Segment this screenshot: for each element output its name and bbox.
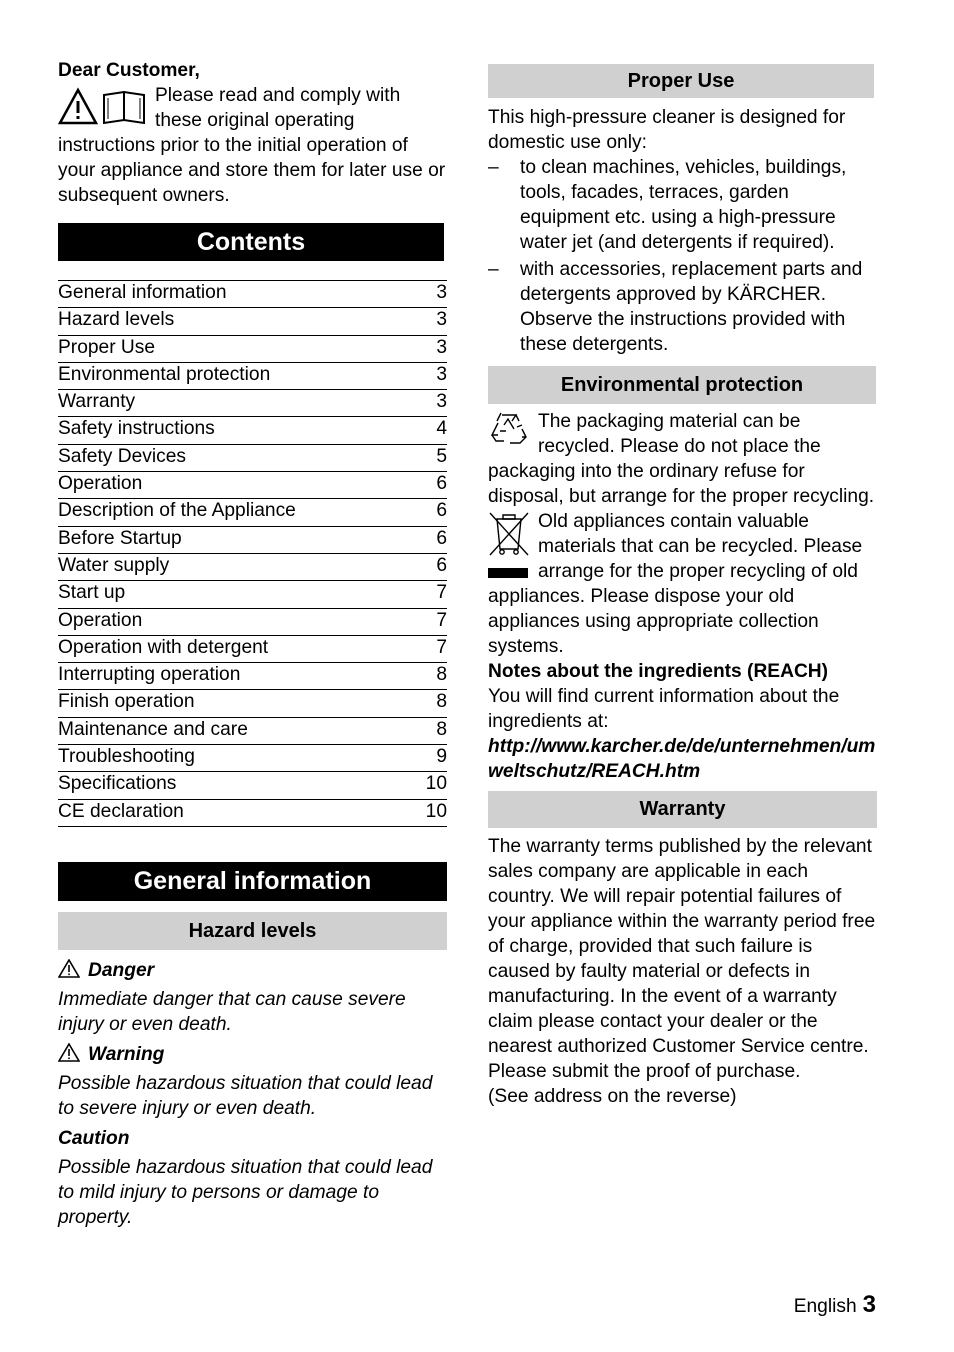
proper-use-intro: This high-pressure cleaner is designed for domestic use only: [488, 107, 846, 153]
caution-label: Caution [58, 1128, 130, 1149]
toc-entry-page: 3 [436, 309, 447, 331]
warning-triangle-icon [58, 1043, 80, 1069]
toc-row [58, 499, 447, 526]
toc-entry-page: 3 [436, 336, 447, 358]
toc-row [58, 527, 447, 554]
toc-entry-title: Before Startup [58, 527, 182, 549]
toc-row [58, 308, 447, 335]
toc-entry-title: Finish operation [58, 691, 195, 713]
contents-heading: Contents [58, 223, 444, 261]
danger-label-row [58, 958, 447, 985]
toc-row [58, 417, 447, 444]
warning-label: Warning [88, 1044, 165, 1065]
toc-entry-page: 10 [425, 773, 447, 795]
warning-label-row [58, 1042, 447, 1069]
toc-row [58, 390, 447, 417]
table-of-contents [58, 280, 447, 827]
toc-row [58, 718, 447, 745]
toc-entry-page: 3 [436, 282, 447, 303]
toc-row [58, 472, 447, 499]
toc-row [58, 690, 447, 717]
list-item-text: with accessories, replacement parts and detergents approved by KÄRCHER. Observe the instructions provided with these detergents. [520, 259, 863, 355]
toc-entry-title: CE declaration [58, 800, 184, 822]
warning-manual-icon [58, 87, 148, 133]
toc-row [58, 281, 447, 308]
toc-row [58, 581, 447, 608]
toc-entry-page: 6 [436, 500, 447, 522]
list-item-text: to clean machines, vehicles, buildings, tools, facades, terraces, garden equipment etc. using a high-pressure water jet (and detergents if required). [520, 157, 847, 253]
toc-entry-page: 8 [436, 718, 447, 740]
proper-use-list [488, 155, 877, 357]
reach-url-link[interactable]: http://www.karcher.de/de/unternehmen/umweltschutz/REACH.htm [488, 736, 876, 782]
general-information-heading: General information [58, 862, 447, 901]
toc-entry-title: Operation with detergent [58, 636, 269, 658]
warning-text: Possible hazardous situation that could lead to severe injury or even death. [58, 1073, 433, 1119]
toc-entry-page: 6 [436, 554, 447, 576]
toc-row [58, 336, 447, 363]
bin-underline-bar [488, 568, 528, 578]
toc-entry-page: 9 [436, 746, 447, 768]
warranty-address-note: (See address on the reverse) [488, 1086, 737, 1107]
toc-entry-title: Description of the Appliance [58, 500, 296, 522]
toc-entry-page: 7 [436, 582, 447, 604]
toc-row [58, 445, 447, 472]
warranty-text: The warranty terms published by the relevant sales company are applicable in each country. We will repair potential failures of your appliance within the warranty period free of charge, provided that such failure is caused by faulty material or defects in manufacturing. In the event of a warranty claim please contact your dealer or the nearest authorized Customer Service centre. Please submit the proof of purchase. [488, 836, 876, 1082]
toc-entry-title: Environmental protection [58, 363, 271, 385]
salutation: Dear Customer, [58, 60, 200, 81]
intro-text: Please read and comply with these original operating instructions prior to the initial operation of your appliance and store them for later use or subsequent owners. [58, 85, 446, 206]
environmental-protection-heading: Environmental protection [488, 366, 876, 404]
toc-entry-title: Troubleshooting [58, 746, 195, 768]
danger-text: Immediate danger that can cause severe injury or even death. [58, 989, 406, 1035]
warranty-heading: Warranty [488, 791, 877, 828]
toc-entry-title: Safety Devices [58, 445, 186, 467]
toc-entry-page: 6 [436, 473, 447, 495]
reach-heading: Notes about the ingredients (REACH) [488, 661, 829, 682]
proper-use-heading: Proper Use [488, 64, 874, 98]
toc-entry-page: 8 [436, 664, 447, 686]
intro-paragraph [58, 83, 447, 208]
toc-entry-title: Safety instructions [58, 418, 215, 440]
caution-text: Possible hazardous situation that could lead to mild injury to persons or damage to property. [58, 1157, 433, 1228]
toc-row [58, 800, 447, 827]
page-footer [794, 1290, 876, 1322]
toc-entry-page: 7 [436, 609, 447, 631]
toc-entry-title: Warranty [58, 391, 136, 413]
toc-row [58, 554, 447, 581]
toc-row [58, 663, 447, 690]
disposal-paragraph [488, 509, 877, 659]
toc-entry-page: 10 [425, 800, 447, 822]
toc-entry-page: 4 [436, 418, 447, 440]
dash-bullet: – [488, 259, 499, 280]
toc-row [58, 609, 447, 636]
toc-entry-title: Specifications [58, 773, 177, 795]
toc-entry-title: Interrupting operation [58, 664, 241, 686]
list-item [488, 257, 877, 357]
warning-triangle-icon [58, 959, 80, 985]
toc-entry-page: 8 [436, 691, 447, 713]
reach-text: You will find current information about the ingredients at: [488, 686, 840, 732]
recycling-text: The packaging material can be recycled. Please do not place the packaging into the ordinary refuse for disposal, but arrange for the proper recycling. [488, 411, 875, 507]
toc-entry-title: Operation [58, 473, 143, 495]
footer-language: English [793, 1296, 857, 1317]
list-item [488, 155, 877, 255]
danger-label: Danger [88, 960, 155, 981]
page-number: 3 [862, 1291, 876, 1318]
recycling-paragraph [488, 409, 877, 509]
hazard-levels-heading: Hazard levels [58, 912, 447, 950]
toc-entry-title: Start up [58, 582, 126, 604]
toc-entry-page: 6 [436, 527, 447, 549]
toc-entry-title: Operation [58, 609, 143, 631]
toc-entry-title: Hazard levels [58, 309, 175, 331]
toc-entry-page: 3 [436, 363, 447, 385]
toc-row [58, 636, 447, 663]
toc-row [58, 745, 447, 772]
toc-entry-title: Proper Use [58, 336, 156, 358]
toc-entry-page: 3 [436, 391, 447, 413]
recycling-icon [488, 409, 530, 458]
toc-row [58, 772, 447, 799]
toc-entry-page: 5 [436, 445, 447, 467]
dash-bullet: – [488, 157, 499, 178]
toc-entry-title: General information [58, 282, 227, 303]
toc-row [58, 363, 447, 390]
disposal-text: Old appliances contain valuable materials that can be recycled. Please arrange for the proper recycling of old appliances. Please dispose your old appliances using appropriate collection systems. [488, 511, 863, 657]
toc-entry-title: Water supply [58, 554, 170, 576]
crossed-bin-icon [488, 509, 530, 564]
toc-entry-page: 7 [436, 636, 447, 658]
toc-entry-title: Maintenance and care [58, 718, 248, 740]
